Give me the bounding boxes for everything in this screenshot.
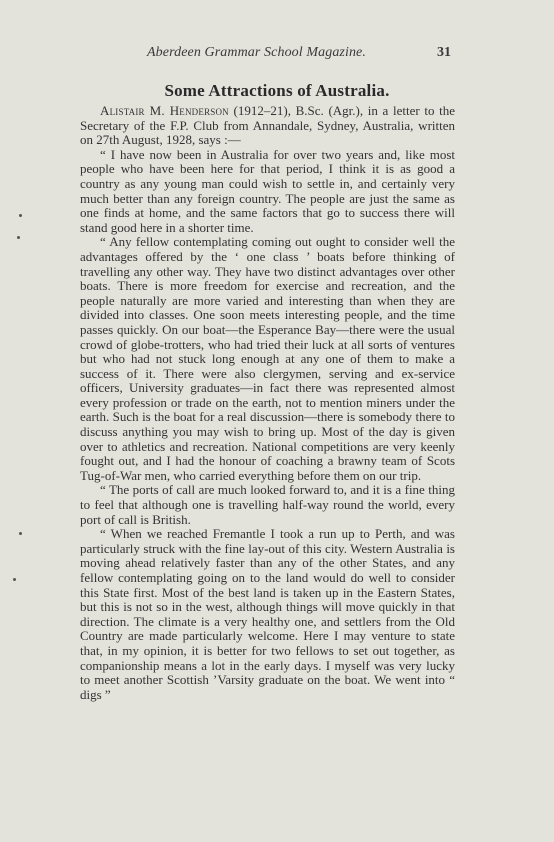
- paragraph-1: “ I have now been in Australia for over two years and, like most people who have been here for that period, I think it is as good a country as any young man could wish to settle in, and certainly very much better than any foreign country. The people are just the same as one finds at home, and the same factors that go to success there will stand good here in a shorter time.: [80, 146, 455, 235]
- running-title: Aberdeen Grammar School Magazine.: [147, 45, 366, 60]
- running-head: [0, 45, 554, 65]
- margin-speck: [13, 578, 16, 581]
- author-name: Alistair M. Henderson: [100, 103, 229, 118]
- paragraph-3: “ The ports of call are much looked forward to, and it is a fine thing to feel that although one is travelling half-way round the world, every port of call is British.: [80, 482, 455, 527]
- margin-speck: [19, 214, 22, 217]
- intro-paragraph: [80, 104, 455, 148]
- margin-speck: [17, 236, 20, 239]
- page-number: 31: [437, 45, 451, 60]
- intro-text: (1912–21), B.Sc. (Agr.), in a letter to the Secretary of the F.P. Club from Annandale, Sydney, Australia, written on 27th August, 1928, says :—: [80, 103, 455, 148]
- paragraph-2: “ Any fellow contemplating coming out ought to consider well the advantages offered by the ‘ one class ’ boats before thinking of travelling any other way. They have two distinct advantages over other boats. There is more freedom for exercise and recreation, and the people naturally are more varied and interesting than when they are divided into classes. One soon meets interesting people, and the time passes quickly. On our boat—the Esperance Bay—there were the usual crowd of globe-trotters, who had tried their luck at all sorts of ventures but who had not stuck long enough at any one of them to make a success of it. There were also clergymen, serving and ex-service officers, University graduates—in fact there was represented almost every profession or trade on the earth, not to mention miners under the earth. Such is the boat for a real discussion—there is somebody there to discuss anything you may wish to bring up. Most of the day is given over to athletics and recreation. National competitions are very keenly fought out, and I had the honour of coaching a brawny team of Scots Tug-of-War men, who carried everything before them on our trip.: [80, 234, 455, 483]
- article-body: [80, 104, 455, 702]
- article-title: Some Attractions of Australia.: [164, 81, 390, 100]
- margin-speck: [19, 532, 22, 535]
- paragraph-4: “ When we reached Fremantle I took a run up to Perth, and was particularly struck with the fine lay-out of this city. Western Australia is moving ahead relatively faster than any of the other States, and any fellow contemplating going on to the land would do well to consider this State first. Most of the best land is taken up in the Eastern States, but this is not so in the west, although things will move quickly in that direction. The climate is a very healthy one, and settlers from the Old Country are made particularly welcome. Here I may venture to state that, in my opinion, it is better for two fellows to set out together, as companionship means a lot in the early days. I myself was very lucky to meet another Scottish ’Varsity graduate on the boat. We went into “ digs ”: [80, 526, 455, 702]
